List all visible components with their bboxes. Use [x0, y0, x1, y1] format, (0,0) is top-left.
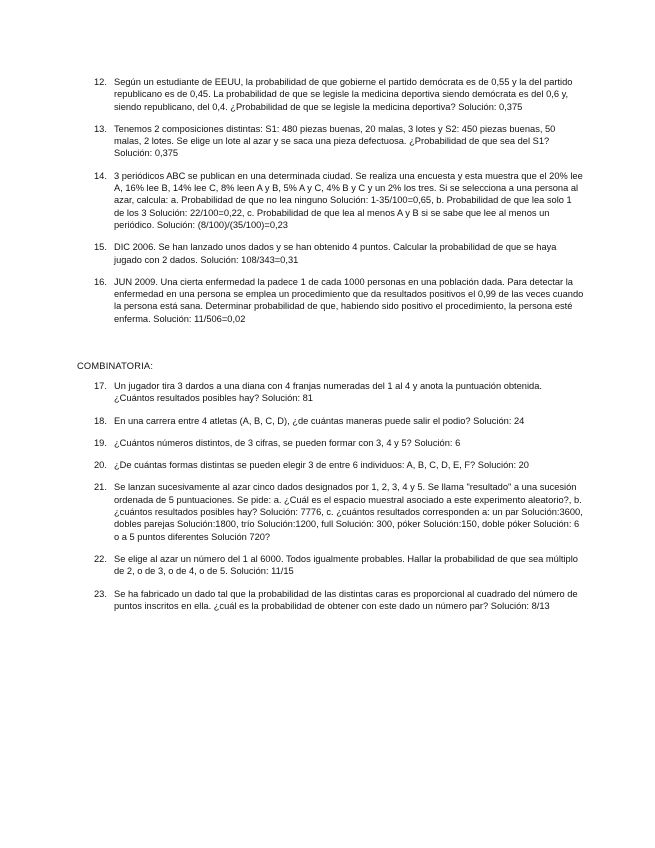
problem-list-combinatoria	[94, 380, 584, 622]
problem-text: JUN 2009. Una cierta enfermedad la padece 1 de cada 1000 personas en una población dada. Para detectar la enfermedad en una persona se emplea un procedimiento que da resultados positivos el 0,99 de las veces cuando la persona está sana. Determinar probabilidad de que, habiendo sido positivo el procedimiento, la persona esté enferma. Solución: 11/506=0,02	[114, 276, 584, 324]
problem-17	[94, 380, 584, 405]
problem-text: Se ha fabricado un dado tal que la probabilidad de las distintas caras es proporcional al cuadrado del número de puntos inscritos en ella. ¿cuál es la probabilidad de obtener con este dado un número par? Solución: 8/13	[114, 588, 578, 611]
problem-text: Un jugador tira 3 dardos a una diana con 4 franjas numeradas del 1 al 4 y anota la puntuación obtenida. ¿Cuántos resultados posibles hay? Solución: 81	[114, 381, 542, 404]
problem-23	[94, 588, 584, 613]
problem-text: Se elige al azar un número del 1 al 6000. Todos igualmente probables. Hallar la probabilidad de que sea múltiplo de 2, o de 3, o de 4, o de 5. Solución: 11/15	[114, 553, 578, 577]
problem-number: 21.	[94, 482, 107, 493]
problem-21	[94, 481, 584, 542]
problem-15	[94, 241, 584, 266]
problem-19	[94, 437, 584, 449]
problem-text: DIC 2006. Se han lanzado unos dados y se han obtenido 4 puntos. Calcular la probabilidad de que se haya jugado con 2 dados. Solución: 108/343=0,31	[114, 242, 557, 265]
problem-text: ¿De cuántas formas distintas se pueden elegir 3 de entre 6 individuos: A, B, C, D, E, F? Solución: 20	[114, 460, 529, 471]
problem-12	[94, 76, 584, 113]
problem-list-probabilidad	[94, 76, 584, 335]
problem-number: 15.	[94, 242, 107, 253]
problem-text: Según un estudiante de EEUU, la probabilidad de que gobierne el partido demócrata es de 0,55 y la del partido republicano es de 0,45. La probabilidad de que se legisle la medicina deportiva siendo demócrata es del 0,6 y, siendo republicano, del 0,4. ¿Probabilidad de que se legisle la medicina deportiva? Solución: 0,375	[114, 77, 573, 112]
problem-22	[94, 553, 584, 578]
problem-text: 3 periódicos ABC se publican en una determinada ciudad. Se realiza una encuesta y esta muestra que el 20% lee A, 16% lee B, 14% lee C, 8% leen A y B, 5% A y C, 4% B y C y un 2% los tres. Si se selecciona a una persona al azar, calcula: a. Probabilidad de que no lea ninguno Solución: 1-35/100=0,65, b. Probabilidad de que lea solo 1 de los 3 Solución: 22/100=0,22, c. Probabilidad de que lea al menos A y B si se sabe que lee al menos un periódico. Solución: (8/100)/(35/100)=0,23	[114, 170, 583, 230]
problem-number: 20.	[94, 460, 107, 471]
problem-number: 13.	[94, 123, 107, 134]
problem-number: 18.	[94, 415, 107, 426]
problem-18	[94, 415, 584, 427]
problem-text: Tenemos 2 composiciones distintas: S1: 480 piezas buenas, 20 malas, 3 lotes y S2: 450 piezas buenas, 50 malas, 2 lotes. Se elige un lote al azar y se saca una pieza defectuosa. ¿Probabilidad de que sea del S1? Solución: 0,375	[114, 123, 556, 159]
problem-number: 14.	[94, 170, 107, 181]
problem-text: ¿Cuántos números distintos, de 3 cifras, se pueden formar con 3, 4 y 5? Solución: 6	[114, 437, 461, 448]
problem-16	[94, 276, 584, 325]
problem-number: 19.	[94, 437, 107, 448]
problem-20	[94, 459, 584, 471]
problem-number: 23.	[94, 588, 107, 599]
problem-text: Se lanzan sucesivamente al azar cinco dados designados por 1, 2, 3, 4 y 5. Se llama "resultado" a una sucesión ordenada de 5 puntuaciones. Se pide: a. ¿Cuál es el espacio muestral asociado a este experimento aleatorio?, b. ¿cuántos resultados posibles hay? Solución: 7776, c. ¿cuántos resultados corresponden a: un par Solución:3600, dobles parejas Solución:1800, trío Solución:1200, full Solución: 300, póker Solución:150, doble póker Solución: 6 o a 5 puntos diferentes Solución 720?	[114, 482, 583, 542]
problem-14	[94, 170, 584, 231]
problem-number: 17.	[94, 381, 107, 391]
section-title-combinatoria: COMBINATORIA:	[77, 361, 154, 371]
problem-text: En una carrera entre 4 atletas (A, B, C, D), ¿de cuántas maneras puede salir el podio? Solución: 24	[114, 415, 525, 426]
problem-number: 12.	[94, 77, 107, 87]
problem-13	[94, 123, 584, 160]
problem-number: 16.	[94, 276, 107, 287]
problem-number: 22.	[94, 553, 107, 564]
